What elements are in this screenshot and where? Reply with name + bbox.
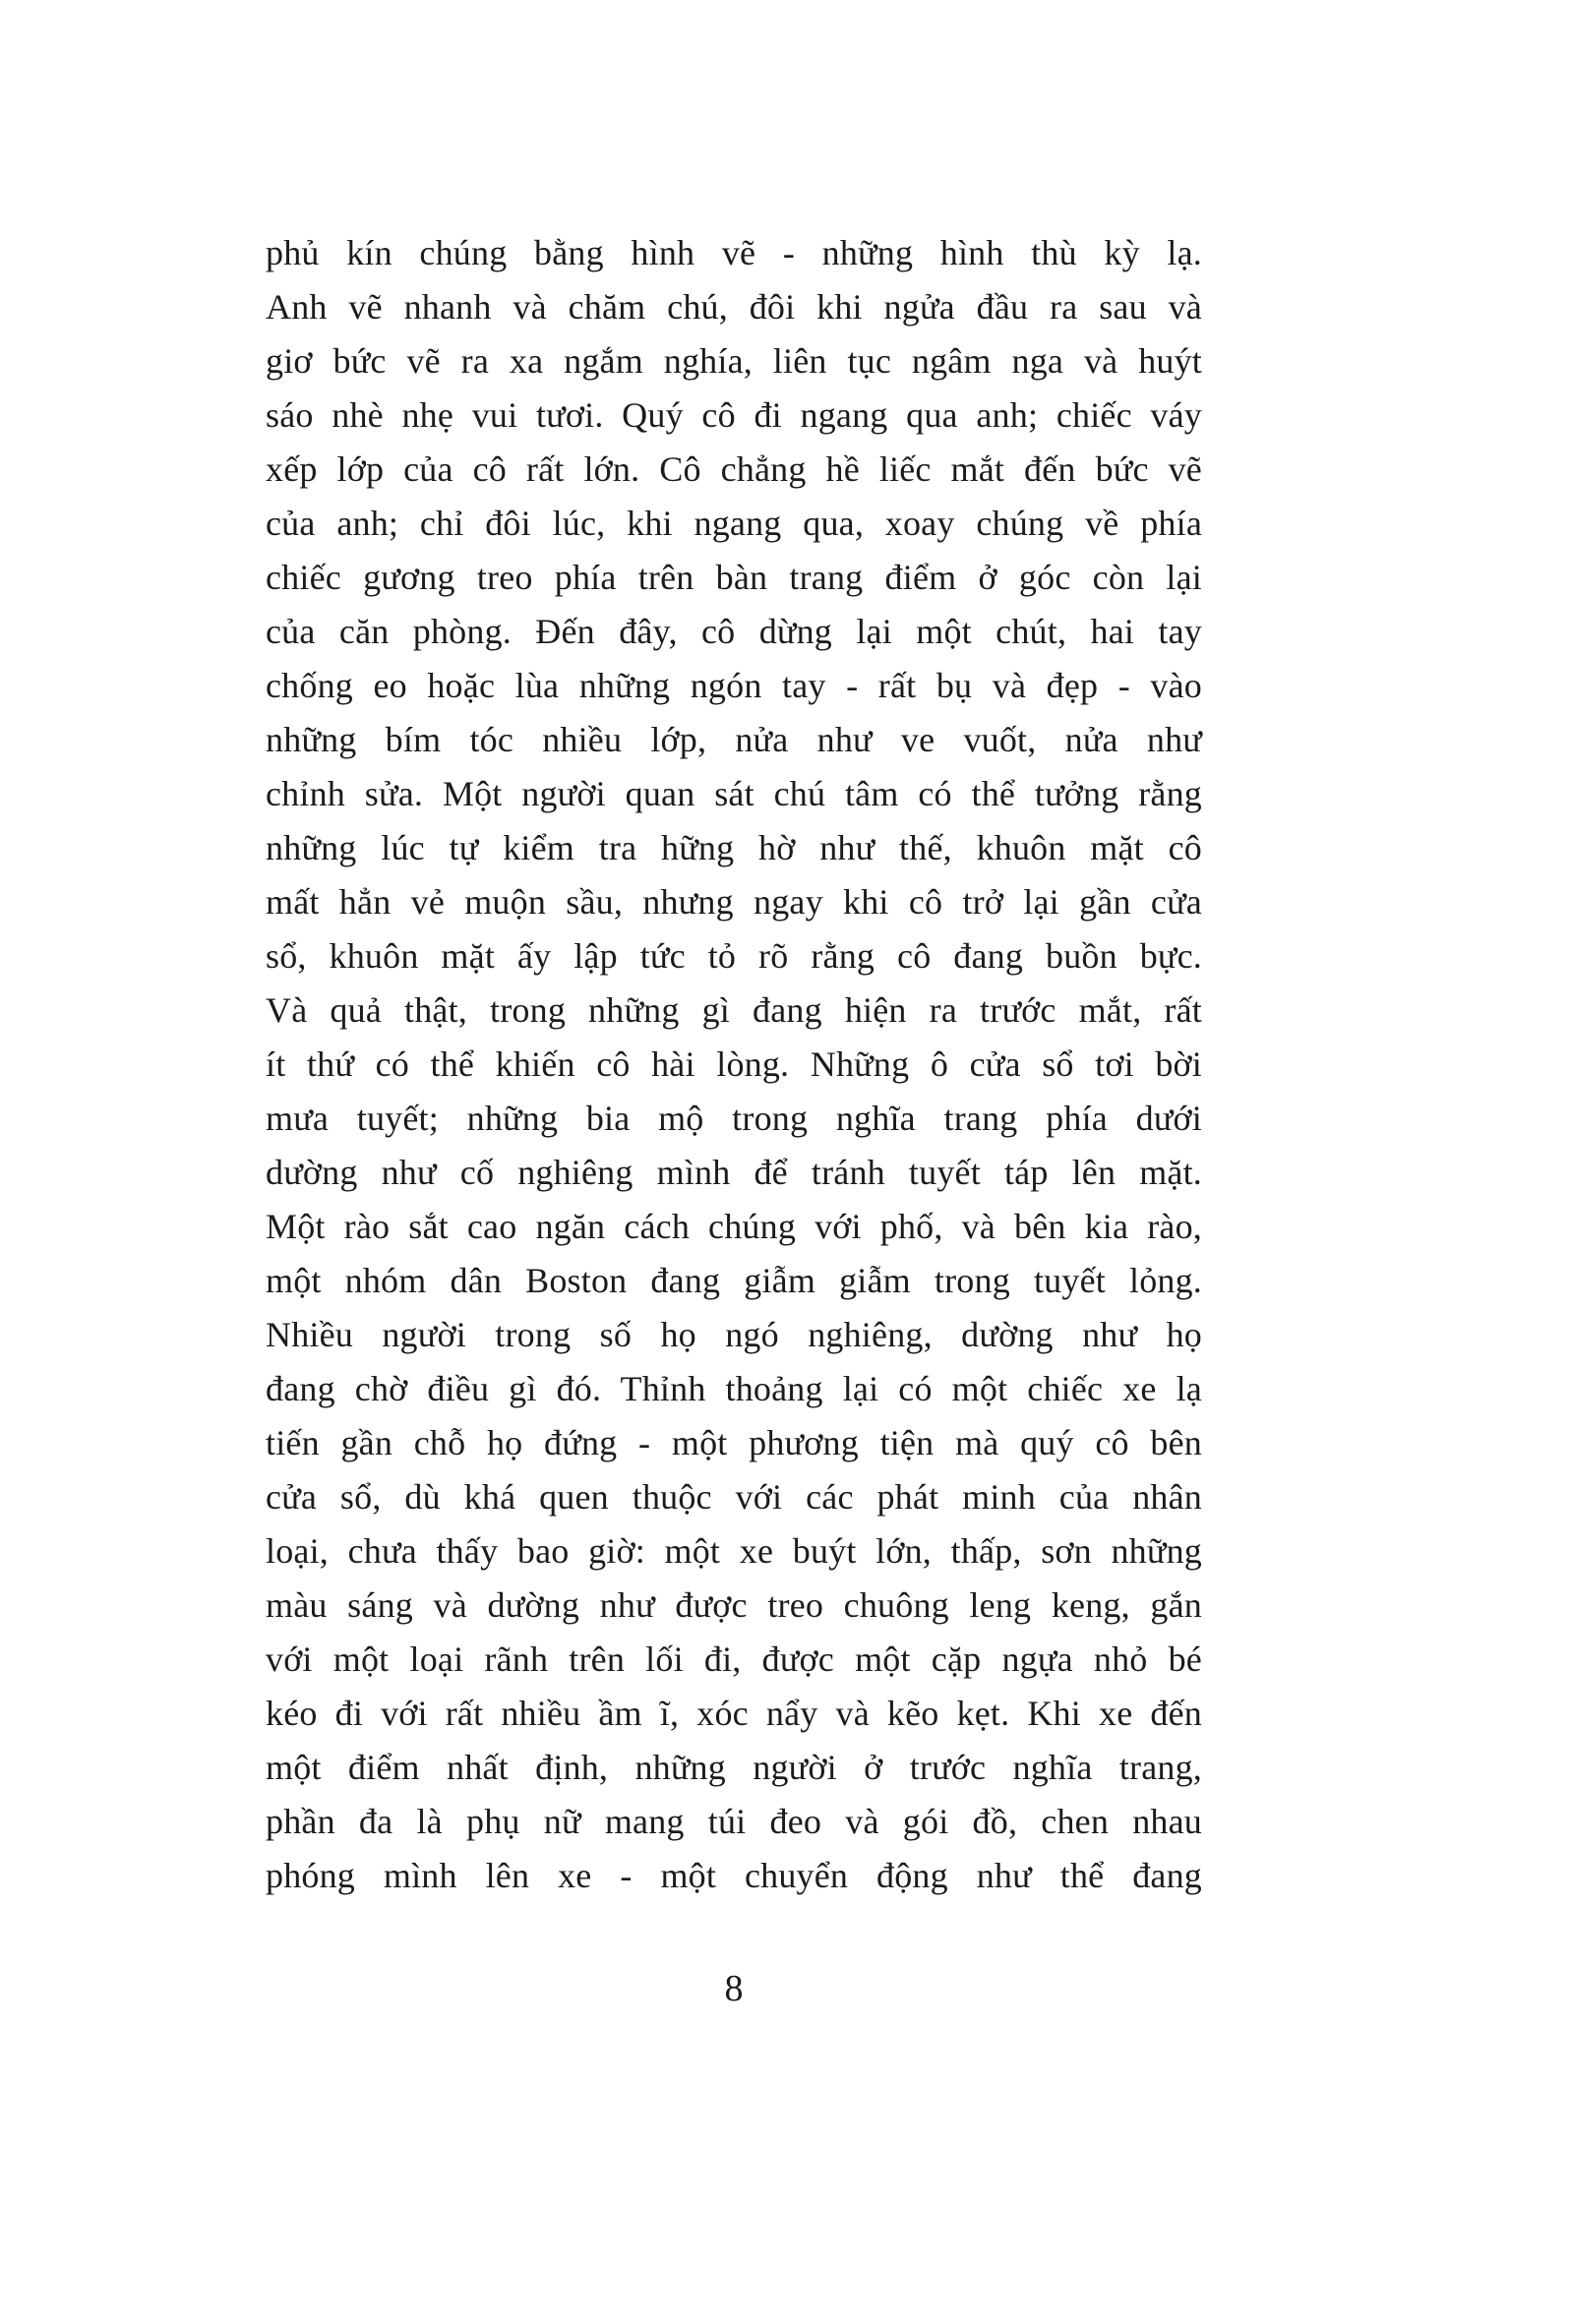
page-number: 8	[724, 1968, 744, 2009]
text-line: phủ kín chúng bằng hình vẽ - những hình thù kỳ lạ.	[266, 233, 1202, 272]
text-line: màu sáng và dường như được treo chuông leng keng, gắn	[266, 1585, 1202, 1625]
text-line: xếp lớp của cô rất lớn. Cô chẳng hề liếc mắt đến bức vẽ	[266, 449, 1202, 489]
text-line: phần đa là phụ nữ mang túi đeo và gói đồ, chen nhau	[266, 1802, 1202, 1841]
text-line: Và quả thật, trong những gì đang hiện ra trước mắt, rất	[266, 990, 1202, 1030]
text-line: phóng mình lên xe - một chuyển động như thể đang	[266, 1856, 1202, 1895]
text-line: đang chờ điều gì đó. Thỉnh thoảng lại có một chiếc xe lạ	[266, 1369, 1202, 1408]
text-line: một nhóm dân Boston đang giẫm giẫm trong tuyết lỏng.	[266, 1261, 1202, 1300]
text-line: mưa tuyết; những bia mộ trong nghĩa trang phía dưới	[266, 1099, 1202, 1138]
text-line: chiếc gương treo phía trên bàn trang điểm ở góc còn lại	[266, 558, 1202, 597]
text-line: với một loại rãnh trên lối đi, được một cặp ngựa nhỏ bé	[266, 1639, 1202, 1679]
text-line: cửa sổ, dù khá quen thuộc với các phát minh của nhân	[266, 1477, 1202, 1517]
text-line: của anh; chỉ đôi lúc, khi ngang qua, xoay chúng về phía	[266, 504, 1202, 543]
text-line: Nhiều người trong số họ ngó nghiêng, dường như họ	[266, 1315, 1202, 1354]
text-line: một điểm nhất định, những người ở trước nghĩa trang,	[266, 1748, 1202, 1787]
text-line: sáo nhè nhẹ vui tươi. Quý cô đi ngang qua anh; chiếc váy	[266, 395, 1202, 435]
text-line: những lúc tự kiểm tra hững hờ như thế, khuôn mặt cô	[266, 828, 1202, 867]
text-line: Anh vẽ nhanh và chăm chú, đôi khi ngửa đầu ra sau và	[266, 287, 1202, 327]
text-line: tiến gần chỗ họ đứng - một phương tiện mà quý cô bên	[266, 1423, 1202, 1462]
text-line: sổ, khuôn mặt ấy lập tức tỏ rõ rằng cô đang buồn bực.	[266, 936, 1202, 976]
paragraph-text-block	[266, 226, 1202, 1903]
text-line: những bím tóc nhiều lớp, nửa như ve vuốt, nửa như	[266, 720, 1202, 759]
text-line: mất hẳn vẻ muộn sầu, nhưng ngay khi cô trở lại gần cửa	[266, 882, 1202, 922]
text-line: chống eo hoặc lùa những ngón tay - rất bụ và đẹp - vào	[266, 666, 1202, 705]
text-line: dường như cố nghiêng mình để tránh tuyết táp lên mặt.	[266, 1153, 1202, 1192]
text-line: kéo đi với rất nhiều ầm ĩ, xóc nẩy và kẽo kẹt. Khi xe đến	[266, 1694, 1202, 1733]
text-line: Một rào sắt cao ngăn cách chúng với phố, và bên kia rào,	[266, 1207, 1202, 1246]
text-line: chỉnh sửa. Một người quan sát chú tâm có thể tưởng rằng	[266, 774, 1202, 813]
text-line: của căn phòng. Đến đây, cô dừng lại một chút, hai tay	[266, 612, 1202, 651]
text-line: giơ bức vẽ ra xa ngắm nghía, liên tục ngâm nga và huýt	[266, 341, 1202, 381]
text-line: ít thứ có thể khiến cô hài lòng. Những ô cửa sổ tơi bời	[266, 1044, 1202, 1084]
text-line: loại, chưa thấy bao giờ: một xe buýt lớn, thấp, sơn những	[266, 1531, 1202, 1571]
